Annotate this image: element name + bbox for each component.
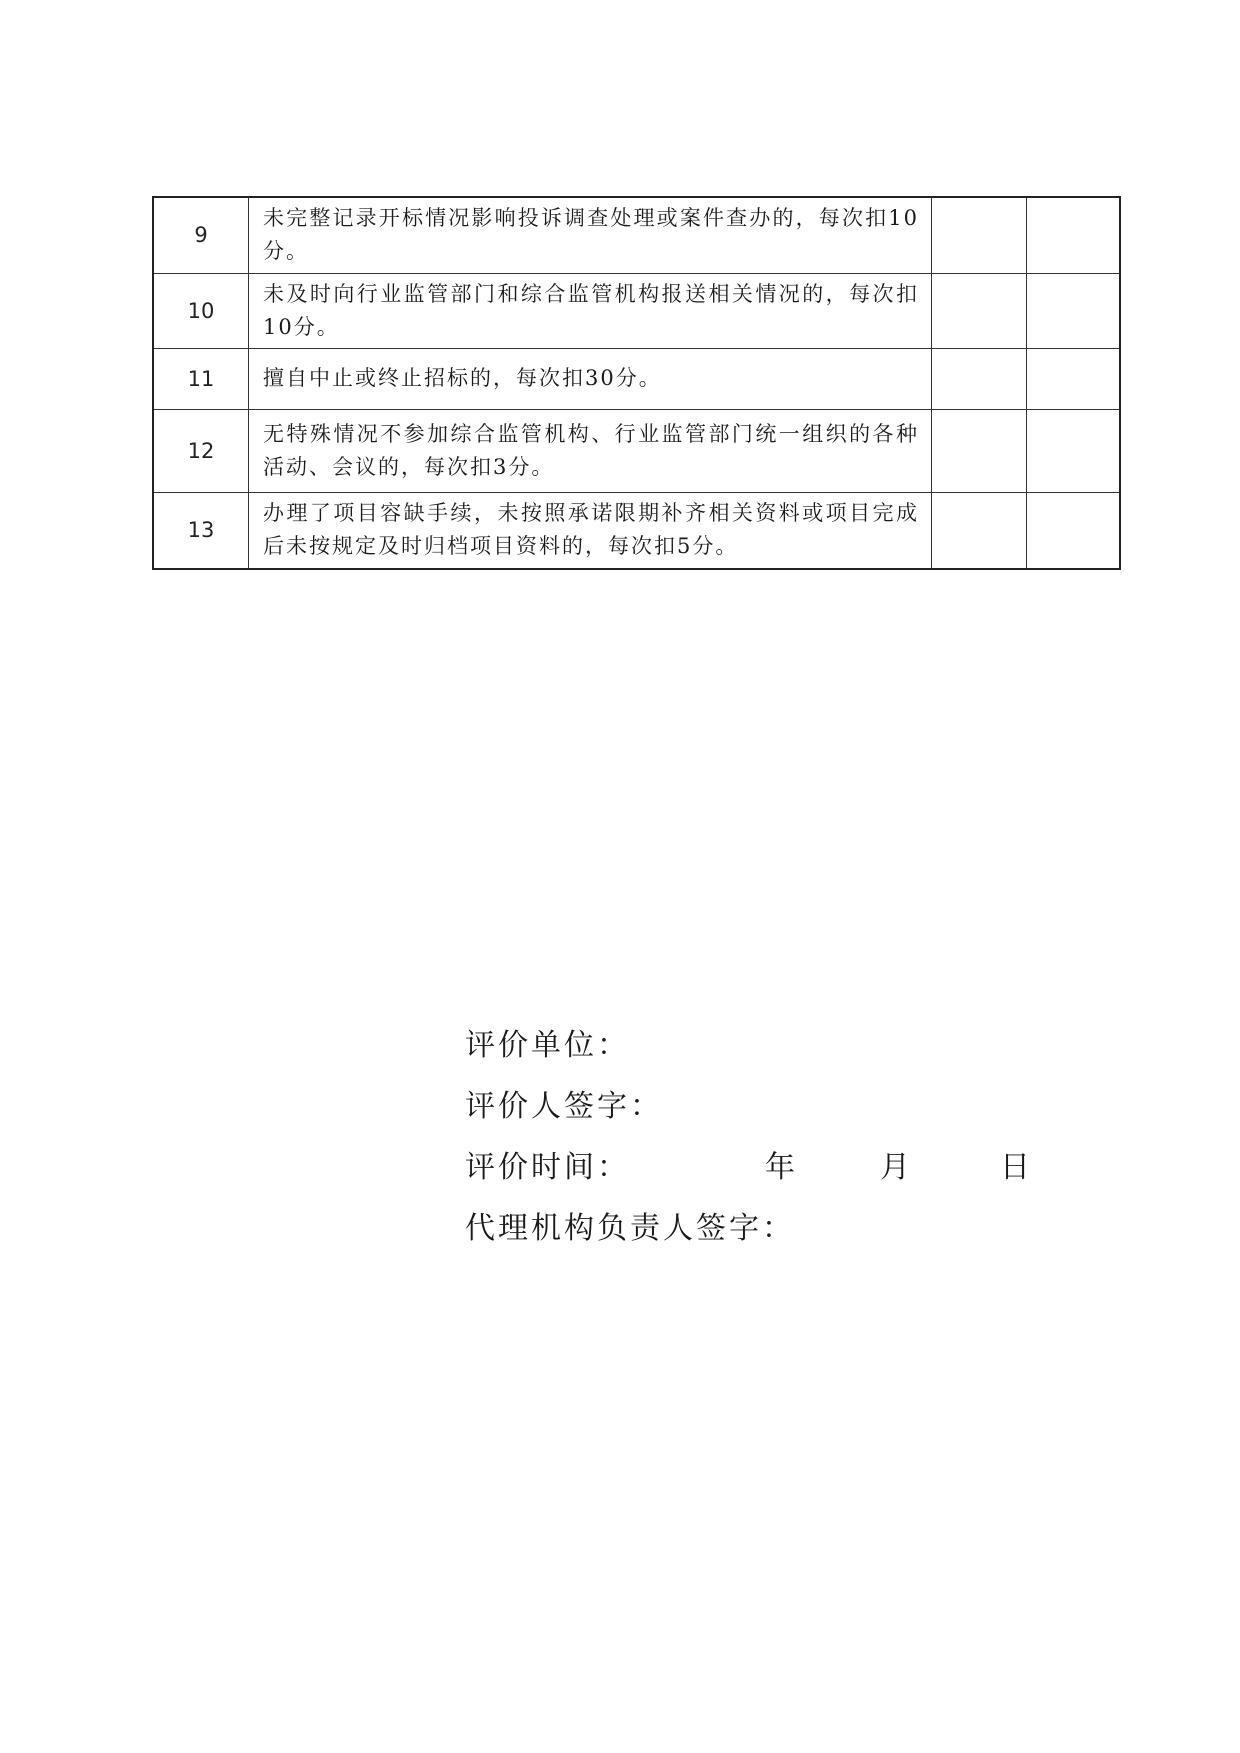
item-description: 未及时向行业监管部门和综合监管机构报送相关情况的，每次扣10分。 xyxy=(249,273,932,348)
evaluation-time-label: 评价时间： xyxy=(465,1150,630,1185)
table-row xyxy=(153,409,1120,492)
score-cell xyxy=(932,409,1027,492)
evaluator-signature-line xyxy=(465,1087,795,1148)
table-row xyxy=(153,492,1120,569)
remark-cell xyxy=(1027,409,1121,492)
item-description: 擅自中止或终止招标的，每次扣30分。 xyxy=(249,348,932,409)
item-description: 办理了项目容缺手续，未按照承诺限期补齐相关资料或项目完成后未按规定及时归档项目资料的，每次扣5分。 xyxy=(249,492,932,569)
score-cell xyxy=(932,273,1027,348)
evaluation-unit-line xyxy=(465,1026,795,1087)
table-row xyxy=(153,273,1120,348)
deduction-criteria-table xyxy=(152,196,1121,570)
signoff-block xyxy=(465,1026,1033,1270)
remark-cell xyxy=(1027,492,1121,569)
day-label: 日 xyxy=(1000,1150,1033,1185)
item-number: 10 xyxy=(153,273,249,348)
table-row xyxy=(153,197,1120,273)
item-description: 无特殊情况不参加综合监管机构、行业监管部门统一组织的各种活动、会议的，每次扣3分。 xyxy=(249,409,932,492)
table-row xyxy=(153,348,1120,409)
item-number: 12 xyxy=(153,409,249,492)
agency-head-signature-line xyxy=(465,1209,795,1270)
remark-cell xyxy=(1027,197,1121,273)
item-number: 11 xyxy=(153,348,249,409)
year-label: 年 xyxy=(765,1150,798,1185)
evaluator-signature-label: 评价人签字： xyxy=(465,1089,663,1124)
evaluation-unit-label: 评价单位： xyxy=(465,1028,630,1063)
month-label: 月 xyxy=(880,1150,913,1185)
item-number: 13 xyxy=(153,492,249,569)
evaluation-time-line xyxy=(465,1148,1033,1209)
score-cell xyxy=(932,492,1027,569)
agency-head-signature-label: 代理机构负责人签字： xyxy=(465,1211,795,1246)
score-cell xyxy=(932,348,1027,409)
item-description: 未完整记录开标情况影响投诉调查处理或案件查办的，每次扣10分。 xyxy=(249,197,932,273)
remark-cell xyxy=(1027,273,1121,348)
remark-cell xyxy=(1027,348,1121,409)
item-number: 9 xyxy=(153,197,249,273)
score-cell xyxy=(932,197,1027,273)
